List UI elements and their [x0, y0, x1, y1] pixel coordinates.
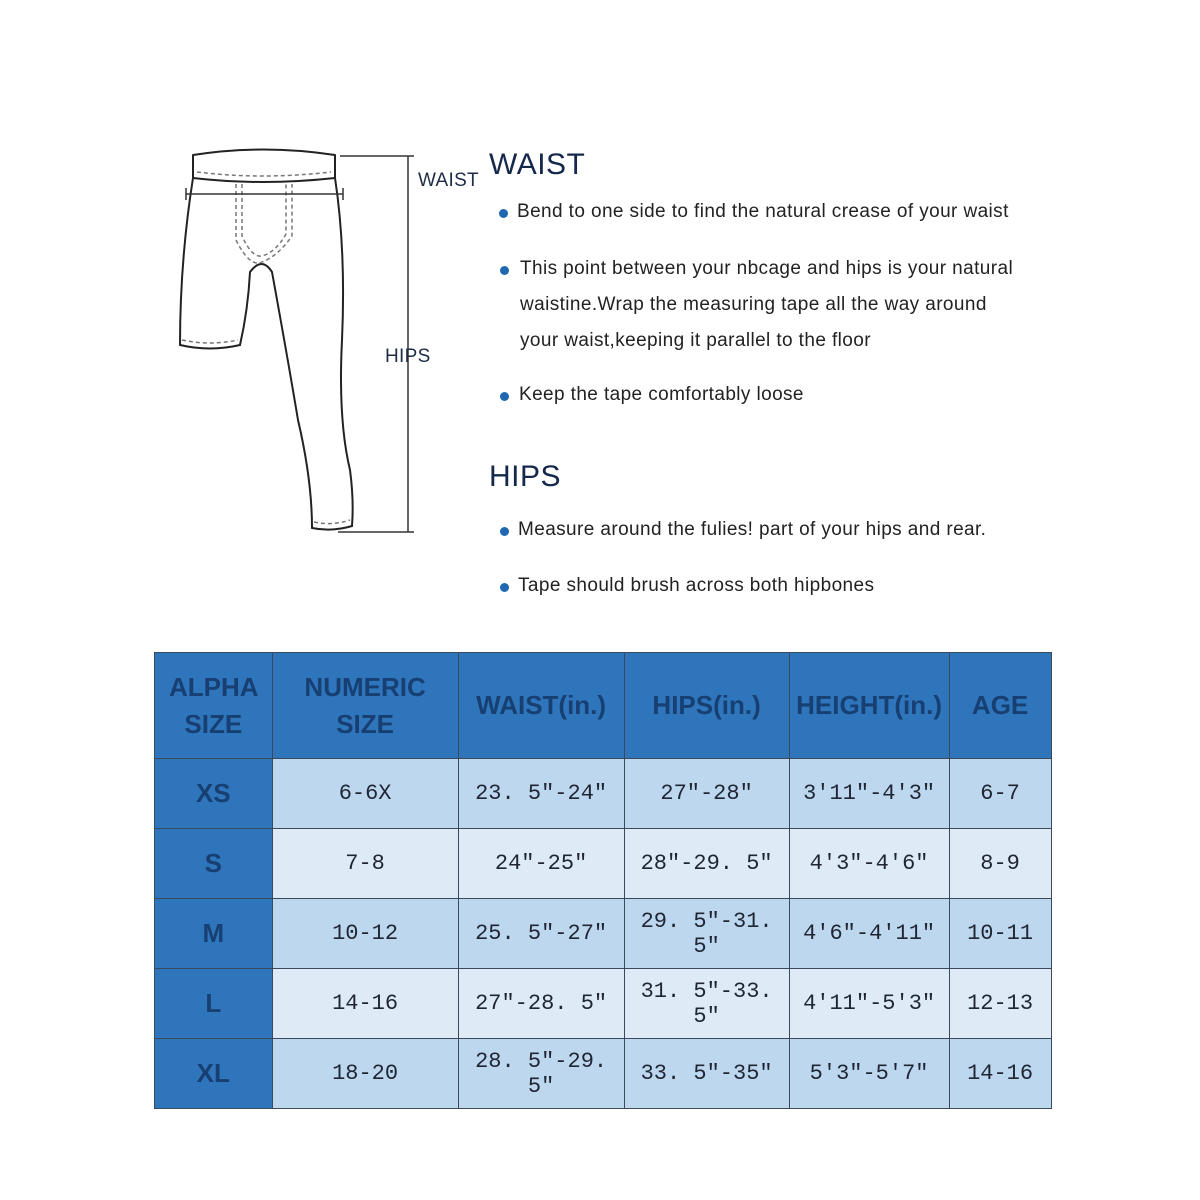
header-height: HEIGHT(in.): [789, 653, 949, 759]
age-cell: 6-7: [949, 759, 1051, 829]
alpha-size-cell: S: [155, 829, 273, 899]
waist-cell: 24"-25": [458, 829, 624, 899]
header-age: AGE: [949, 653, 1051, 759]
age-cell: 12-13: [949, 969, 1051, 1039]
table-row: [155, 759, 1052, 829]
alpha-size-cell: XS: [155, 759, 273, 829]
numeric-size-cell: 7-8: [272, 829, 458, 899]
waist-bullet-text: waistine.Wrap the measuring tape all the way around: [520, 294, 987, 315]
header-hips: HIPS(in.): [624, 653, 789, 759]
table-row: [155, 829, 1052, 899]
table-row: [155, 1039, 1052, 1109]
waist-cell: 25. 5"-27": [458, 899, 624, 969]
bullet-icon: [500, 266, 509, 275]
hips-cell: 29. 5"-31. 5": [624, 899, 789, 969]
size-chart-table: [154, 652, 1052, 1109]
waist-bullet-text: your waist,keeping it parallel to the floor: [520, 330, 871, 351]
bullet-icon: [499, 209, 508, 218]
numeric-size-cell: 14-16: [272, 969, 458, 1039]
hips-cell: 28"-29. 5": [624, 829, 789, 899]
alpha-size-cell: M: [155, 899, 273, 969]
hips-cell: 31. 5"-33. 5": [624, 969, 789, 1039]
header-alpha-size: ALPHA SIZE: [155, 653, 273, 759]
hips-measure-label: HIPS: [385, 346, 431, 367]
waist-cell: 28. 5"-29. 5": [458, 1039, 624, 1109]
hips-bullet-text: Tape should brush across both hipbones: [518, 575, 875, 596]
waist-cell: 27"-28. 5": [458, 969, 624, 1039]
height-cell: 5'3"-5'7": [789, 1039, 949, 1109]
age-cell: 8-9: [949, 829, 1051, 899]
table-header-row: [155, 653, 1052, 759]
height-cell: 4'3"-4'6": [789, 829, 949, 899]
waist-measure-label: WAIST: [418, 170, 479, 191]
height-cell: 3'11"-4'3": [789, 759, 949, 829]
bullet-icon: [500, 527, 509, 536]
height-cell: 4'11"-5'3": [789, 969, 949, 1039]
hips-cell: 27"-28": [624, 759, 789, 829]
hips-cell: 33. 5"-35": [624, 1039, 789, 1109]
alpha-size-cell: L: [155, 969, 273, 1039]
age-cell: 10-11: [949, 899, 1051, 969]
waist-cell: 23. 5"-24": [458, 759, 624, 829]
waist-bullet-text: This point between your nbcage and hips is your natural: [520, 258, 1014, 279]
bullet-icon: [500, 392, 509, 401]
height-cell: 4'6"-4'11": [789, 899, 949, 969]
waist-bullet-text: Keep the tape comfortably loose: [519, 384, 804, 405]
table-row: [155, 899, 1052, 969]
leggings-outline-icon: [0, 0, 480, 560]
alpha-size-cell: XL: [155, 1039, 273, 1109]
header-waist: WAIST(in.): [458, 653, 624, 759]
numeric-size-cell: 6-6X: [272, 759, 458, 829]
table-row: [155, 969, 1052, 1039]
age-cell: 14-16: [949, 1039, 1051, 1109]
numeric-size-cell: 18-20: [272, 1039, 458, 1109]
hips-bullet-text: Measure around the fulies! part of your hips and rear.: [518, 519, 987, 540]
waist-bullet-text: Bend to one side to find the natural crease of your waist: [517, 201, 1009, 222]
waist-heading: WAIST: [489, 148, 586, 181]
bullet-icon: [500, 583, 509, 592]
hips-heading: HIPS: [489, 460, 562, 493]
header-numeric-size: NUMERIC SIZE: [272, 653, 458, 759]
numeric-size-cell: 10-12: [272, 899, 458, 969]
